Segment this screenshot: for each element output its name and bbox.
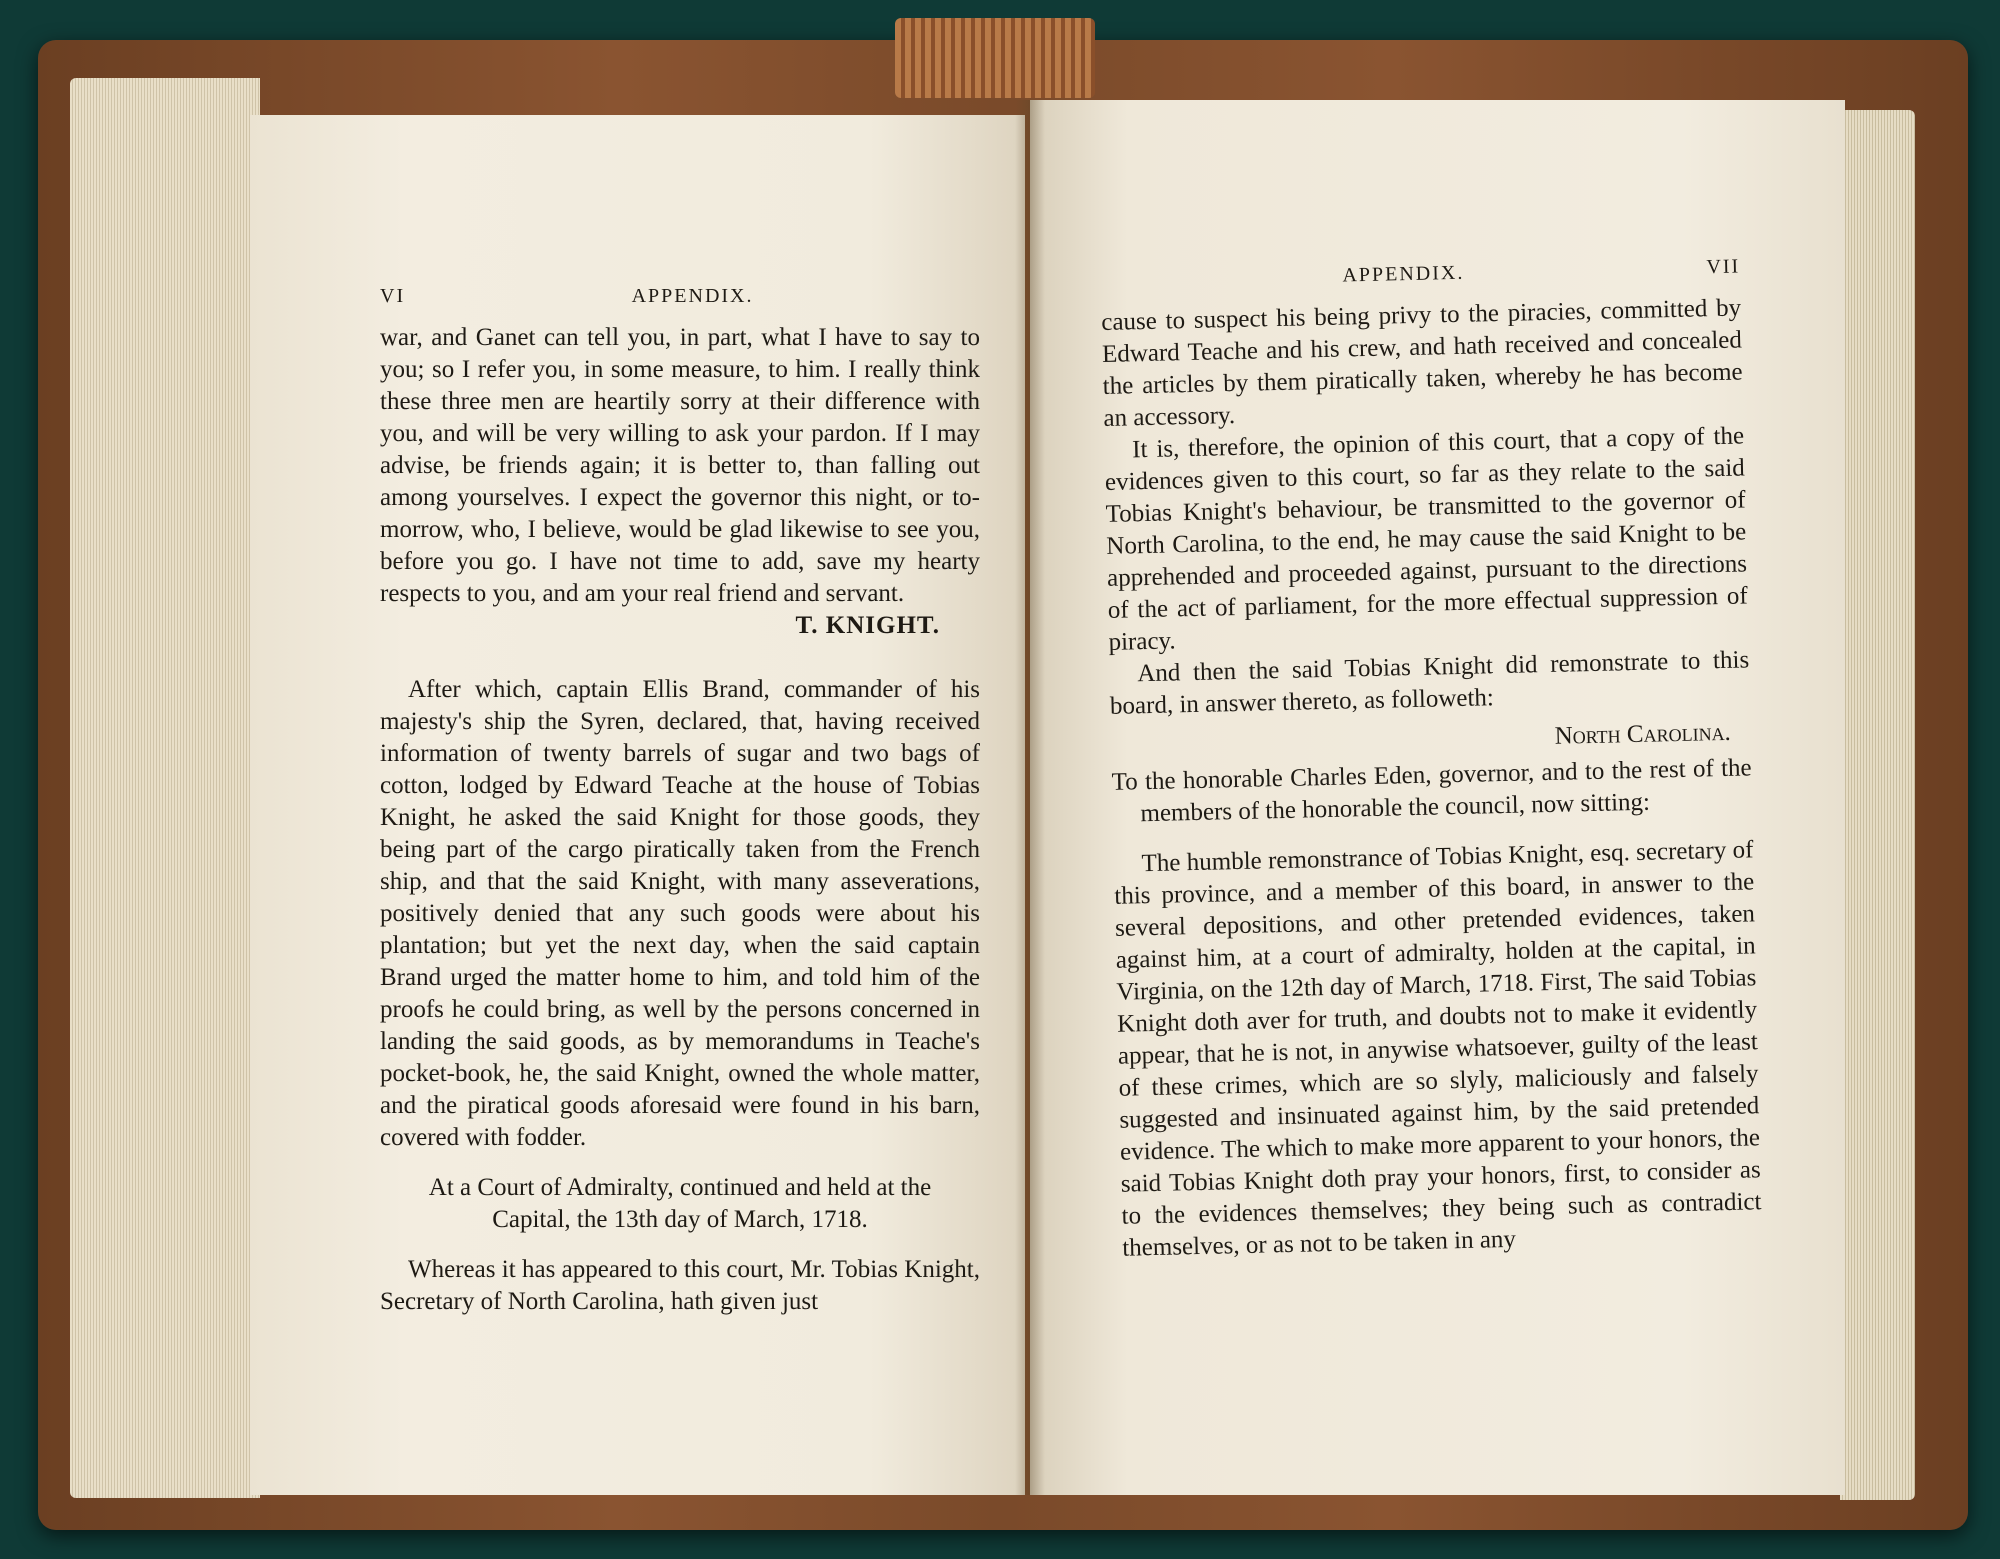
right-page-text bbox=[1100, 250, 1763, 1264]
running-head: APPENDIX. bbox=[1342, 261, 1465, 287]
left-page bbox=[250, 115, 1025, 1495]
left-page-text bbox=[380, 280, 980, 1318]
paragraph-cause: cause to suspect his being privy to the piracies, committed by Edward Teache and his crew, and hath received and concealed the articles by them piratically taken, whereby he has become an accessory. bbox=[1100, 294, 1743, 432]
court-heading-line1: At a Court of Admiralty, continued and held at the bbox=[428, 1174, 932, 1201]
page-number: VII bbox=[1706, 255, 1741, 279]
book-gutter bbox=[1015, 100, 1045, 1495]
place-label: North Carolina. bbox=[1554, 718, 1732, 750]
right-page-header bbox=[1100, 250, 1741, 297]
page-number: VI bbox=[380, 285, 406, 307]
page-edges-left bbox=[70, 78, 260, 1498]
left-page-header bbox=[380, 280, 980, 312]
address: To the honorable Charles Eden, governor, and to the rest of the members of the honorable the council, now sitting: bbox=[1111, 754, 1752, 828]
right-page bbox=[1030, 100, 1845, 1495]
paragraph-remonstrate: And then the said Tobias Knight did remonstrate to this board, in answer thereto, as followeth: bbox=[1109, 646, 1750, 720]
paragraph-remonstrance: The humble remonstrance of Tobias Knight, esq. secretary of this province, and a member of this board, in answer to the several depositions, and other pretended evidences, taken against him, at a court of admiralty, holden at the capital, in Virginia, on the 12th day of March, 1718. First, The said Tobias Knight doth aver for truth, and doubts not to make it evidently appear, that he is not, in anywise whatsoever, guilty of the least of these crimes, which are so slyly, maliciously and falsely suggested and insinuated against him, by the said pretended evidence. The which to make more apparent to your honors, the said Tobias Knight doth pray your honors, first, to consider as to the evidences themselves; they being such as contradict themselves, or as not to be taken in any bbox=[1114, 836, 1762, 1262]
letter-body: war, and Ganet can tell you, in part, what I have to say to you; so I refer you, in some measure, to him. I really think these three men are heartily sorry at their difference with you, and will be very willing to ask your pardon. If I may advise, be friends again; it is better to, than falling out among yourselves. I expect the governor this night, or to-morrow, who, I believe, would be glad likewise to see you, before you go. I have not time to add, save my hearty respects to you, and am your real friend and servant. bbox=[380, 324, 980, 607]
page-edges-right bbox=[1840, 110, 1915, 1500]
paragraph-opinion: It is, therefore, the opinion of this court, that a copy of the evidences given to this court, so far as they relate to the said Tobias Knight's behaviour, be transmitted to the governor of North Carolina, to the end, he may cause the said Knight to be apprehended and proceeded against, pursuant to the directions of the act of parliament, for the more effectual suppression of piracy. bbox=[1104, 422, 1748, 656]
book-headband bbox=[895, 18, 1095, 98]
paragraph-brand: After which, captain Ellis Brand, commander of his majesty's ship the Syren, declared, that, having received information of twenty barrels of sugar and two bags of cotton, lodged by Edward Teache at the house of Tobias Knight, he asked the said Knight for those goods, they being part of the cargo piratically taken from the French ship, and that the said Knight, with many asseverations, positively denied that any such goods were about his plantation; but yet the next day, when the said captain Brand urged the matter home to him, and told him of the proofs he could bring, as well by the persons concerned in landing the said goods, as by memorandums in Teache's pocket-book, he, the said Knight, owned the whole matter, and the piratical goods aforesaid were found in his barn, covered with fodder. bbox=[380, 676, 980, 1151]
court-heading-line2: Capital, the 13th day of March, 1718. bbox=[492, 1206, 868, 1233]
paragraph-whereas: Whereas it has appeared to this court, Mr. Tobias Knight, Secretary of North Carolina, hath given just bbox=[380, 1256, 980, 1315]
running-head: APPENDIX. bbox=[631, 285, 754, 307]
signature: T. KNIGHT. bbox=[795, 612, 940, 639]
